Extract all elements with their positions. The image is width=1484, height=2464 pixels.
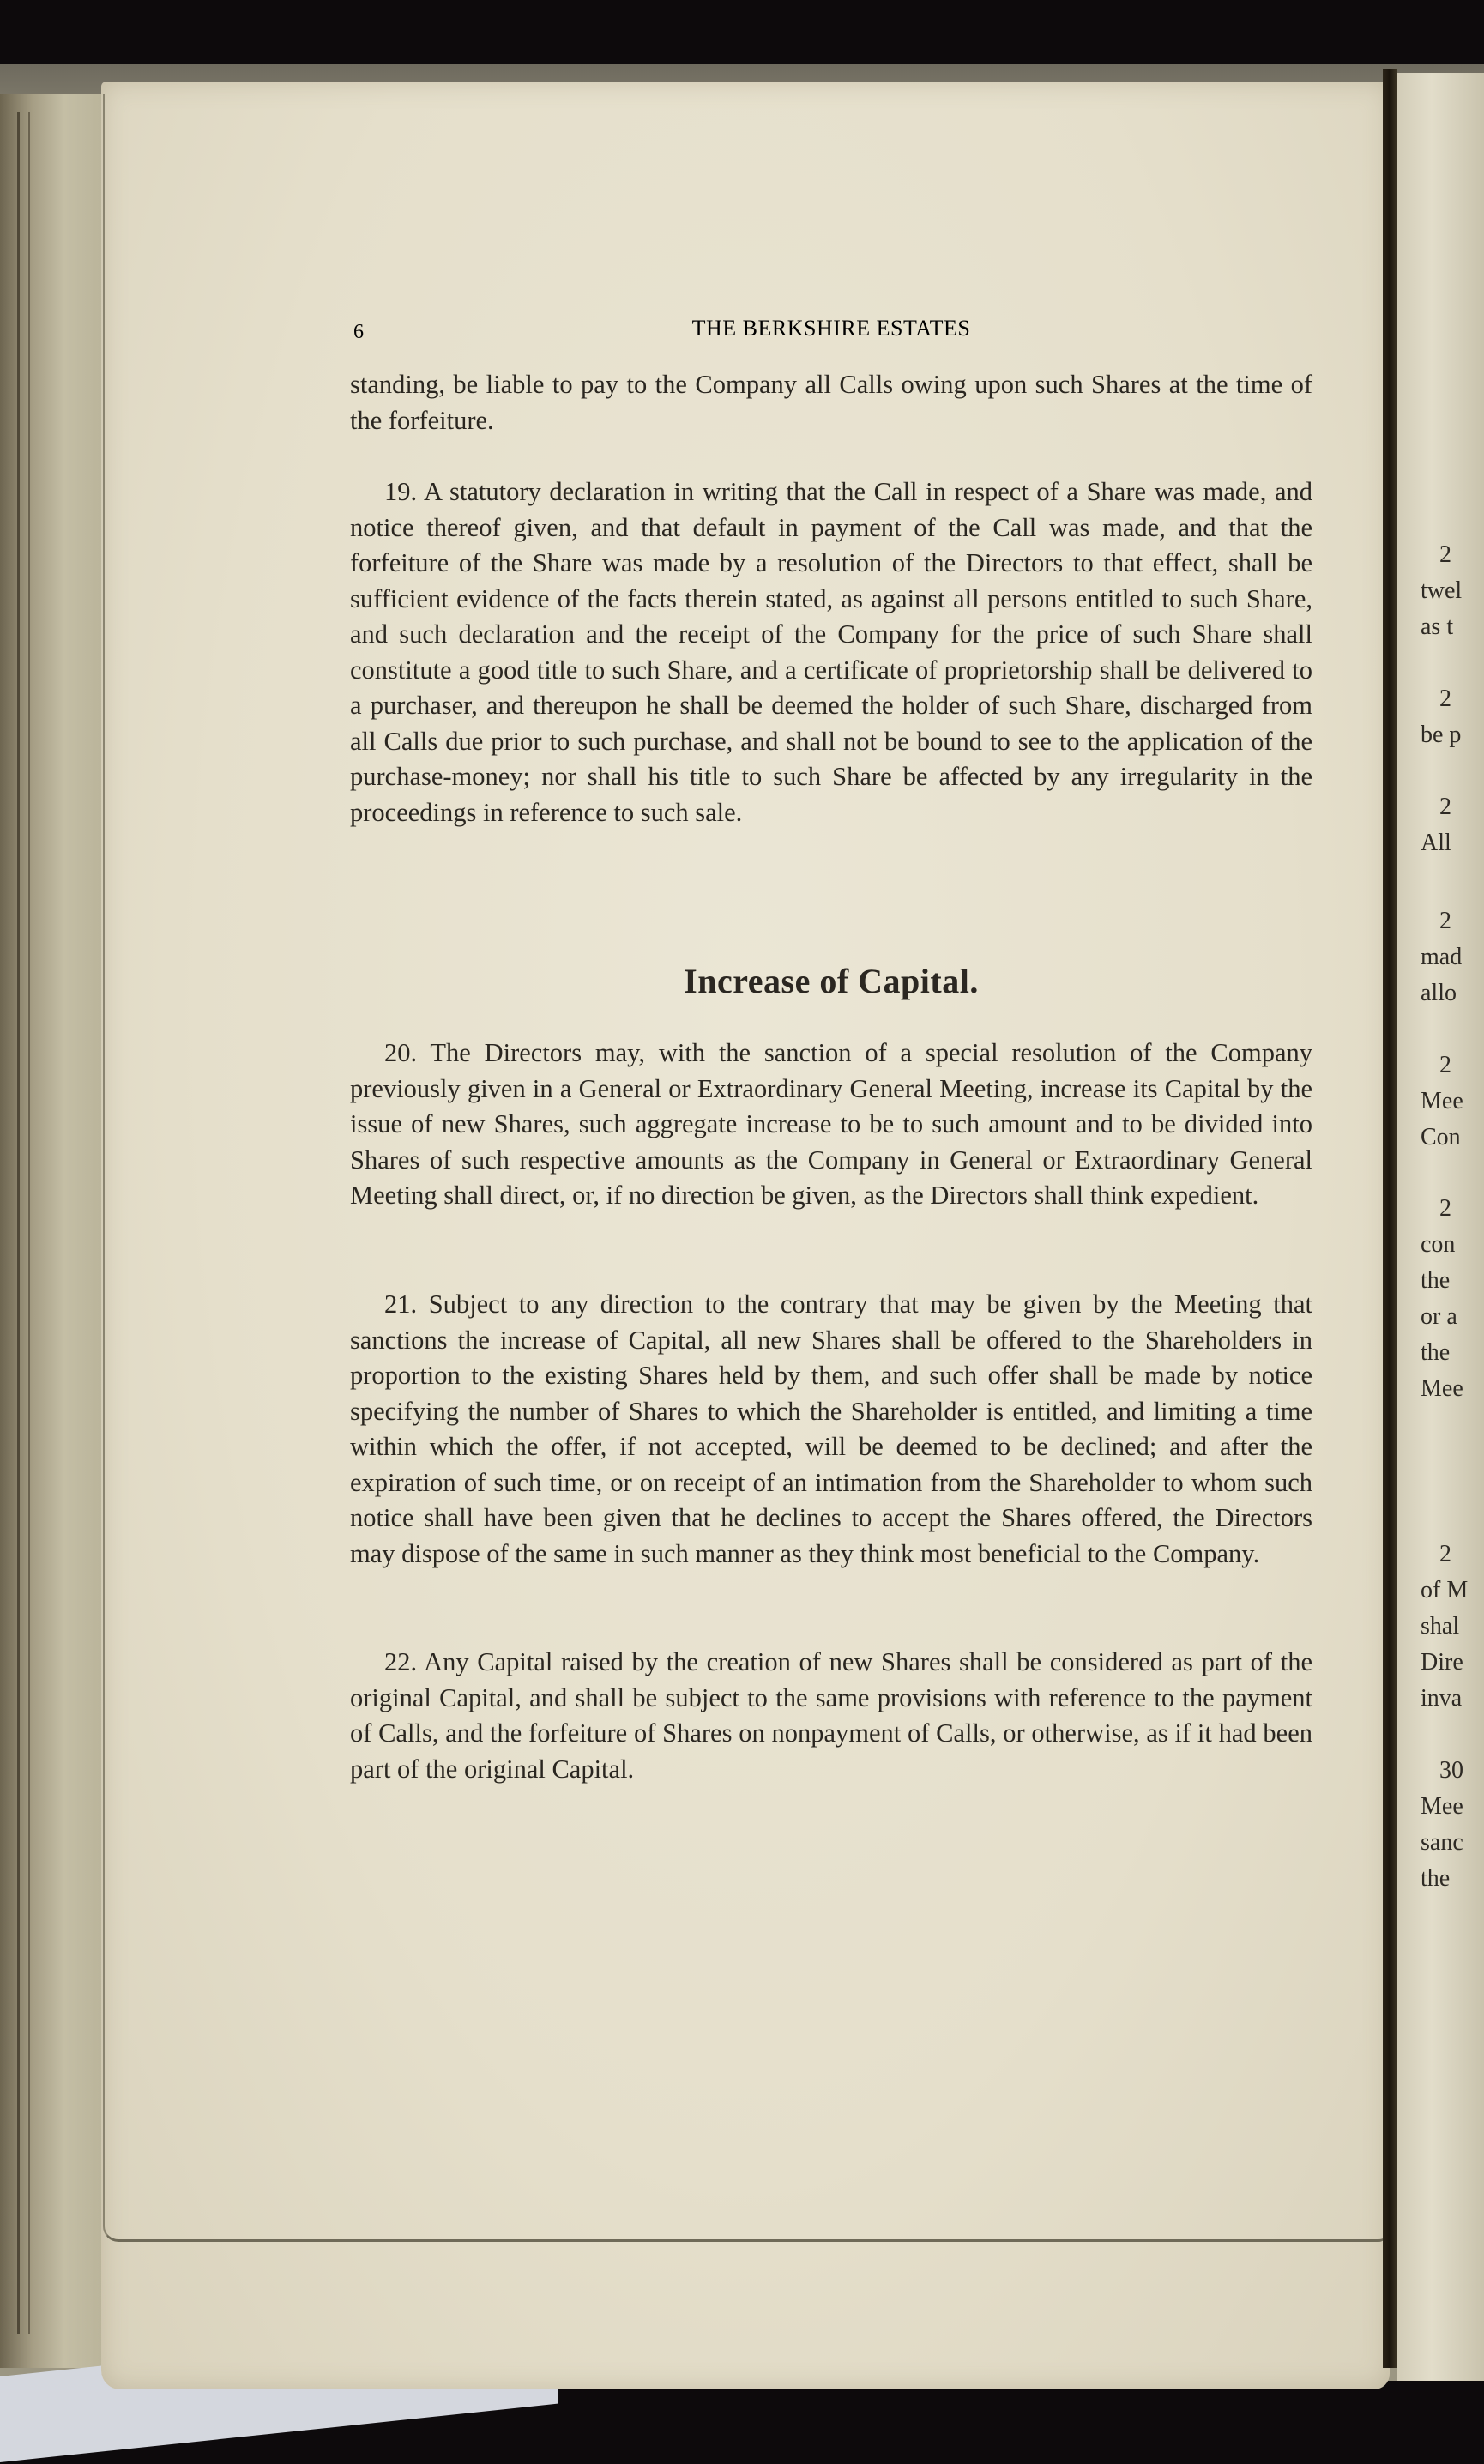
fragment: the: [1421, 1865, 1451, 1892]
fragment: 2: [1439, 794, 1451, 820]
fragment: 2: [1439, 685, 1451, 712]
clause-21: [350, 1287, 1312, 1572]
fragment: or a: [1421, 1303, 1457, 1330]
fragment: the: [1421, 1339, 1451, 1366]
fragment: Mee: [1421, 1088, 1463, 1114]
paragraph-text: 19. A statutory declaration in writing that the Call in respect of a Share was made, and notice thereof given, and that default in payment of the Call was made, and that the forfeiture of the Share was made by a resolution of the Directors to that effect, shall be sufficient evidence of the facts therein stated, as against all persons entitled to such Share, and such declaration and the receipt of the Company for the price of such Share shall constitute a good title to such Share, and a certificate of proprietorship shall be delivered to a purchaser, and thereupon he shall be deemed the holder of such Share, discharged from all Calls due prior to such purchase, and shall not be bound to see to the application of the purchase-money; nor shall his title to such Share be affected by any irregularity in the proceedings in reference to such sale.: [350, 477, 1312, 827]
fragment: 30: [1439, 1757, 1463, 1784]
fragment: shal: [1421, 1613, 1460, 1640]
fragment: 2: [1439, 908, 1451, 934]
fragment: mad: [1421, 944, 1463, 970]
paragraph-text: 20. The Directors may, with the sanction of a special resolution of the Company previously given in a General or Extraordinary General Meeting, increase its Capital by the issue of new Shares, such aggregate increase to be to such amount and to be divided into Shares of such respective amounts as the Company in General or Extraordinary General Meeting shall direct, or, if no direction be given, as the Directors shall think expedient.: [350, 1038, 1312, 1210]
paragraph-text: 22. Any Capital raised by the creation of new Shares shall be considered as part of the original Capital, and shall be subject to the same provisions with reference to the payment of Calls, and the forfeiture of Shares on nonpayment of Calls, or otherwise, as if it had been part of the original Capital.: [350, 1647, 1312, 1784]
page-number: 6: [353, 321, 365, 343]
running-head: [350, 316, 1312, 345]
clause-19: [350, 474, 1312, 830]
fragment: sanc: [1421, 1829, 1463, 1856]
clause-20: [350, 1036, 1312, 1214]
fragment: 2: [1439, 1195, 1451, 1222]
running-title: THE BERKSHIRE ESTATES: [691, 316, 971, 341]
page-stack-edge: [0, 94, 109, 2368]
fragment: 2: [1439, 541, 1451, 568]
fragment: inva: [1421, 1685, 1463, 1712]
fragment: Mee: [1421, 1793, 1463, 1820]
clause-22: [350, 1645, 1312, 1787]
fragment: con: [1421, 1231, 1456, 1258]
adjacent-page: [1397, 73, 1484, 2381]
fragment: Mee: [1421, 1375, 1463, 1402]
fragment: the: [1421, 1267, 1451, 1294]
fragment: twel: [1421, 577, 1463, 604]
fragment: Con: [1421, 1124, 1461, 1150]
fragment: Dire: [1421, 1649, 1463, 1676]
book-gutter: [1383, 69, 1397, 2368]
fragment: be p: [1421, 722, 1462, 748]
fragment: as t: [1421, 613, 1454, 640]
paragraph-text: 21. Subject to any direction to the contrary that may be given by the Meeting that sanctions the increase of Capital, all new Shares shall be offered to the Shareholders in proportion to the existing Shares held by them, and such offer shall be made by notice specifying the number of Shares to which the Shareholder is entitled, and limiting a time within which the offer, if not accepted, will be deemed to be declined; and after the expiration of such time, or on receipt of an intimation from the Shareholder to whom such notice shall have been given that he declines to accept the Shares offered, the Directors may dispose of the same in such manner as they think most beneficial to the Company.: [350, 1289, 1312, 1568]
paragraph-text: standing, be liable to pay to the Company all Calls owing upon such Shares at the time of the forfeiture.: [350, 370, 1312, 435]
fragment: All: [1421, 830, 1451, 856]
fragment: 2: [1439, 1541, 1451, 1567]
fragment: of M: [1421, 1577, 1469, 1603]
paragraph-continuation: [350, 367, 1312, 438]
fragment: 2: [1439, 1052, 1451, 1078]
fragment: allo: [1421, 980, 1457, 1006]
section-heading: Increase of Capital.: [684, 962, 979, 1000]
